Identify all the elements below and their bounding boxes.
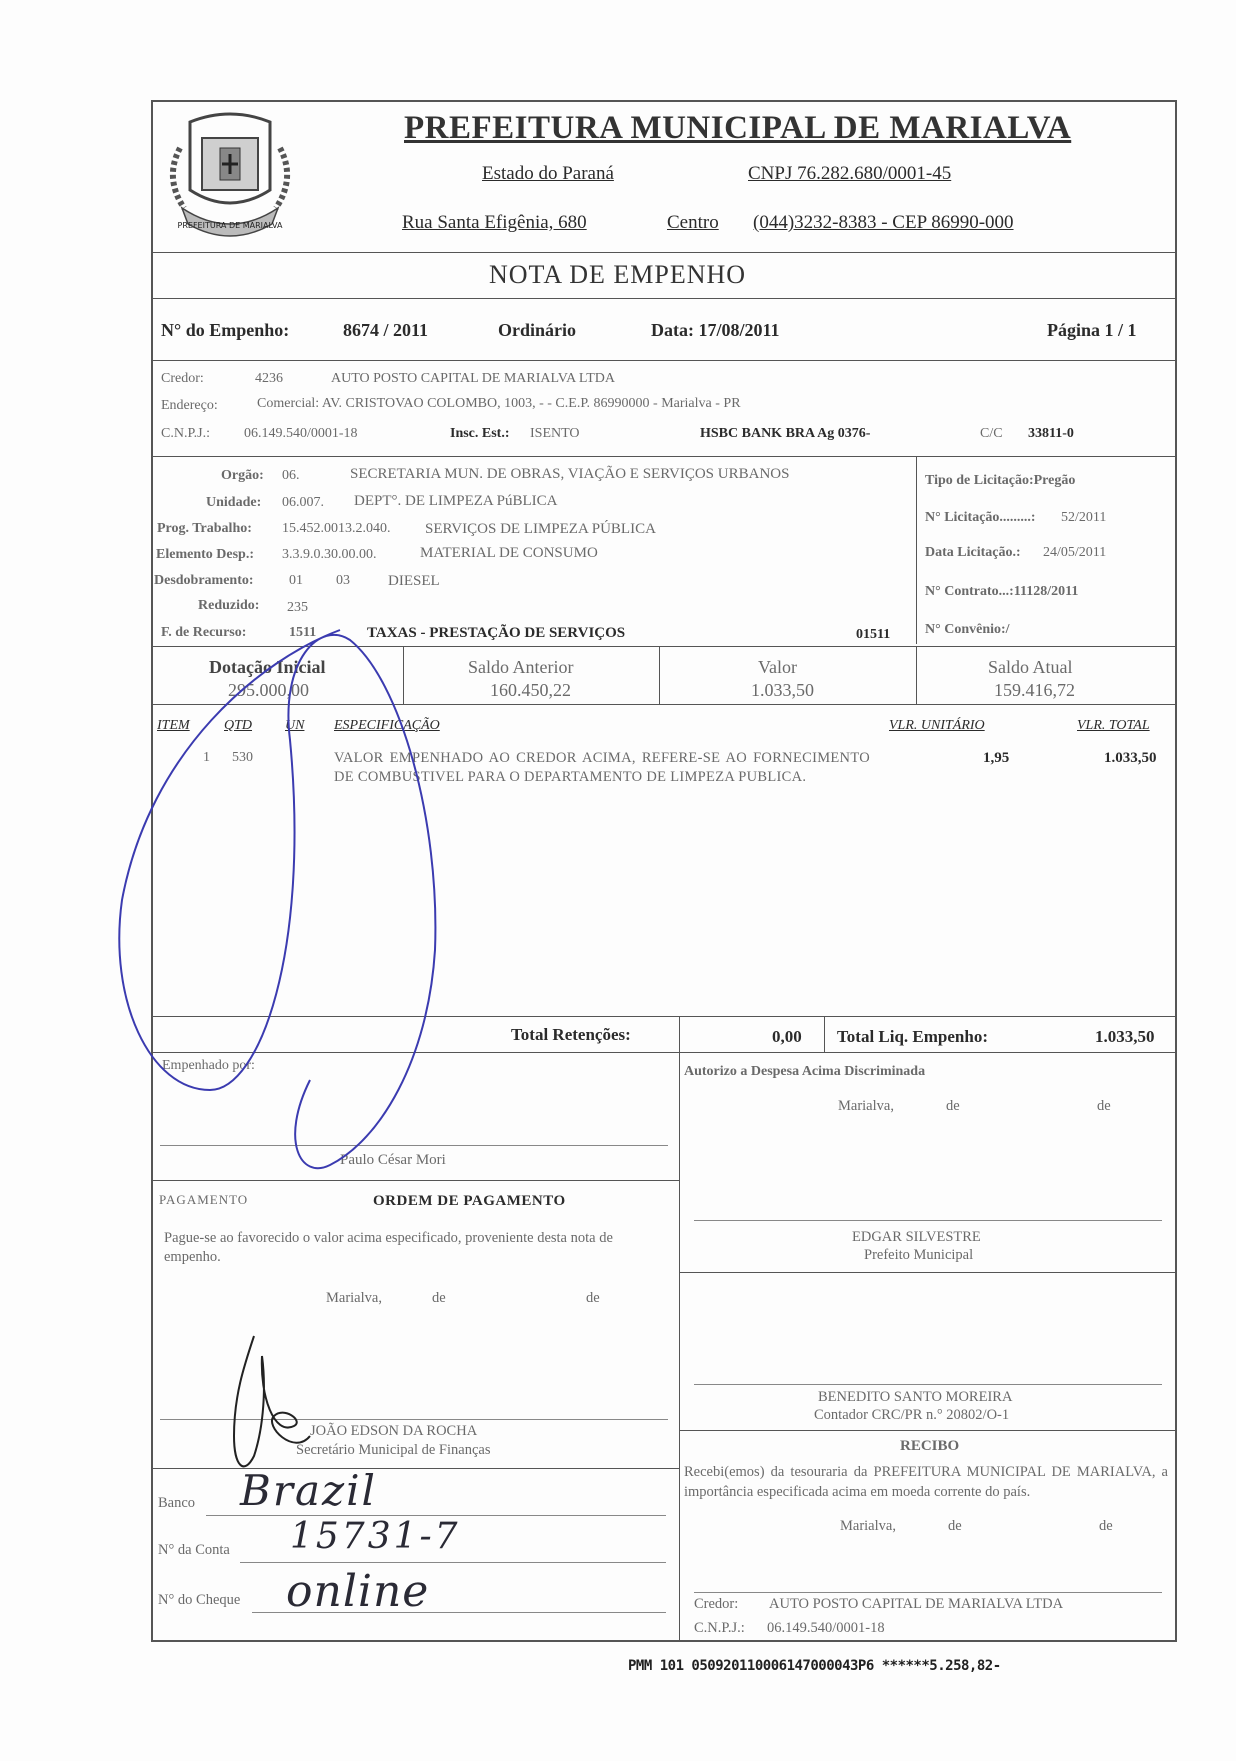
empenho-number: 8674 / 2011 [343, 320, 429, 340]
liquido-label: Total Liq. Empenho: [837, 1027, 988, 1046]
reduzido-value: 235 [287, 600, 308, 615]
licitacao-date-label: Data Licitação.: [925, 545, 1021, 560]
cnpj-header: CNPJ 76.282.680/0001-45 [748, 163, 952, 184]
recibo-cnpj: 06.149.540/0001-18 [767, 1620, 885, 1636]
secretario-title: Secretário Municipal de Finanças [296, 1442, 491, 1458]
unidade-desc: DEPT°. DE LIMPEZA PúBLICA [354, 493, 558, 509]
municipal-crest-icon [160, 108, 300, 250]
reduzido-label: Reduzido: [198, 598, 260, 613]
licitacao-date: 24/05/2011 [1043, 545, 1107, 560]
saldo-atual-label: Saldo Atual [988, 657, 1073, 677]
conta-line [240, 1562, 666, 1563]
col-header-un: UN [285, 718, 305, 733]
secretario-signature [214, 1326, 314, 1486]
pague-text: Pague-se ao favorecido o valor acima especificado, proveniente desta nota de empenho. [164, 1230, 613, 1265]
divider [151, 456, 1177, 457]
autorizo-de-2: de [1097, 1098, 1111, 1114]
orgao-label: Orgão: [221, 468, 264, 483]
prefeito-title: Prefeito Municipal [864, 1247, 974, 1263]
street-address: Rua Santa Efigênia, 680 [402, 212, 587, 233]
liquido-value: 1.033,50 [1095, 1027, 1155, 1046]
divider [679, 1016, 680, 1052]
unidade-value: 06.007. [282, 495, 324, 510]
insc-value: ISENTO [530, 426, 580, 441]
insc-label: Insc. Est.: [450, 426, 510, 441]
address-label: Endereço: [161, 398, 218, 413]
banco-label: Banco [158, 1495, 196, 1511]
divider [916, 646, 917, 704]
dotacao-value: 295.000,00 [228, 680, 309, 700]
orgao-value: 06. [282, 468, 300, 483]
divider [151, 298, 1177, 299]
recibo-credor-label: Credor: [694, 1596, 739, 1612]
banco-handwritten: Brazil [240, 1466, 377, 1515]
valor-label: Valor [758, 657, 797, 677]
prog-desc: SERVIÇOS DE LIMPEZA PÚBLICA [425, 521, 656, 537]
valor-value: 1.033,50 [751, 680, 814, 700]
recurso-value: 1511 [289, 625, 317, 640]
signature-line [694, 1220, 1162, 1221]
empenho-type: Ordinário [498, 320, 577, 340]
divider [151, 252, 1177, 253]
convenio-number: N° Convênio:/ [925, 622, 1010, 637]
desdobramento-b: 03 [336, 573, 350, 588]
crest-ribbon-text: PREFEITURA DE MARIALVA [177, 221, 283, 230]
item-qtd: 530 [232, 750, 253, 765]
state-name: Estado do Paraná [482, 163, 614, 184]
autorizo-city: Marialva, [838, 1098, 894, 1114]
divider [151, 360, 1177, 361]
pagamento-de-1: de [432, 1290, 446, 1306]
credor-cnpj: 06.149.540/0001-18 [244, 426, 358, 441]
orgao-desc: SECRETARIA MUN. DE OBRAS, VIAÇÃO E SERVIÇOS URBANOS [350, 466, 790, 482]
credor-label: Credor: [161, 371, 204, 386]
district: Centro [667, 212, 719, 233]
recibo-cnpj-label: C.N.P.J.: [694, 1620, 745, 1636]
recibo-credor-name: AUTO POSTO CAPITAL DE MARIALVA LTDA [769, 1596, 1064, 1612]
col-header-total-value: VLR. TOTAL [1077, 718, 1150, 733]
empenhado-label: Empenhado por: [162, 1058, 255, 1073]
empenho-label: N° do Empenho: [161, 320, 290, 340]
col-header-qtd: QTD [224, 718, 253, 733]
cheque-handwritten: online [286, 1566, 430, 1617]
page-number: Página 1 / 1 [1047, 320, 1137, 340]
saldo-anterior-label: Saldo Anterior [468, 657, 574, 677]
desdobramento-desc: DIESEL [388, 573, 440, 589]
divider [679, 1430, 1177, 1431]
divider [916, 456, 917, 644]
divider [824, 1016, 825, 1052]
recurso-desc: TAXAS - PRESTAÇÃO DE SERVIÇOS [367, 625, 626, 641]
contrato-number: N° Contrato...:11128/2011 [925, 584, 1079, 599]
item-specification: VALOR EMPENHADO AO CREDOR ACIMA, REFERE-SE AO FORNECIMENTO DE COMBUSTIVEL PARA O DEPARTAMENTO DE LIMPEZA PUBLICA. [334, 750, 870, 785]
elemento-value: 3.3.9.0.30.00.00. [282, 547, 377, 562]
credor-name: AUTO POSTO CAPITAL DE MARIALVA LTDA [331, 371, 615, 386]
pagamento-label: PAGAMENTO [159, 1192, 249, 1207]
divider [679, 1052, 680, 1642]
cc-value: 33811-0 [1028, 426, 1074, 441]
credor-address: Comercial: AV. CRISTOVAO COLOMBO, 1003, - - C.E.P. 86990000 - Marialva - PR [257, 396, 741, 411]
saldo-atual-value: 159.416,72 [994, 680, 1075, 700]
cheque-label: N° do Cheque [158, 1592, 241, 1608]
licitacao-number-label: N° Licitação.........: [925, 510, 1036, 525]
footer-code: PMM 101 050920110006147000043P6 ******5.258,82- [628, 1658, 1001, 1674]
recibo-text: Recebi(emos) da tesouraria da PREFEITURA MUNICIPAL DE MARIALVA, a importância especificada acima em moeda corrente do país. [684, 1464, 1168, 1500]
pagamento-de-2: de [586, 1290, 600, 1306]
col-header-unit-value: VLR. UNITÁRIO [889, 718, 985, 733]
empenhado-name: Paulo César Mori [340, 1152, 446, 1168]
divider [659, 646, 660, 704]
signature-line [694, 1384, 1162, 1385]
recibo-de-2: de [1099, 1518, 1113, 1534]
signature-line [694, 1592, 1162, 1593]
retencoes-label: Total Retenções: [511, 1025, 631, 1044]
ordem-pagamento-title: ORDEM DE PAGAMENTO [373, 1193, 566, 1209]
dotacao-label: Dotação Inicial [209, 657, 326, 677]
recibo-de-1: de [948, 1518, 962, 1534]
saldo-anterior-value: 160.450,22 [490, 680, 571, 700]
recurso-label: F. de Recurso: [161, 625, 247, 640]
handwritten-signature-rubric [110, 620, 490, 1220]
prefeito-name: EDGAR SILVESTRE [852, 1229, 981, 1245]
contador-title: Contador CRC/PR n.° 20802/O-1 [814, 1407, 1010, 1423]
secretario-name: JOÃO EDSON DA ROCHA [310, 1423, 478, 1439]
desdobramento-a: 01 [289, 573, 303, 588]
unidade-label: Unidade: [206, 495, 262, 510]
autorizo-de-1: de [946, 1098, 960, 1114]
item-total-value: 1.033,50 [1104, 750, 1157, 766]
col-header-item: ITEM [157, 718, 190, 733]
item-unit-value: 1,95 [983, 750, 1010, 766]
credor-cnpj-label: C.N.P.J.: [161, 426, 211, 441]
col-header-spec: ESPECIFICAÇÃO [334, 718, 440, 733]
tipo-licitacao: Tipo de Licitação:Pregão [925, 473, 1076, 488]
phone-cep: (044)3232-8383 - CEP 86990-000 [753, 212, 1014, 233]
recibo-title: RECIBO [900, 1438, 960, 1454]
item-number: 1 [203, 750, 210, 765]
elemento-label: Elemento Desp.: [156, 547, 254, 562]
desdobramento-label: Desdobramento: [154, 573, 254, 588]
recibo-city: Marialva, [840, 1518, 896, 1534]
prog-value: 15.452.0013.2.040. [282, 521, 391, 536]
retencoes-value: 0,00 [772, 1027, 802, 1046]
prog-label: Prog. Trabalho: [157, 521, 252, 536]
cc-label: C/C [980, 426, 1003, 441]
document-title: NOTA DE EMPENHO [489, 260, 747, 289]
divider [679, 1272, 1177, 1273]
licitacao-number: 52/2011 [1061, 510, 1107, 525]
conta-label: N° da Conta [158, 1542, 230, 1558]
pagamento-city: Marialva, [326, 1290, 382, 1306]
credor-code: 4236 [255, 371, 283, 386]
page-title: PREFEITURA MUNICIPAL DE MARIALVA [404, 110, 1072, 146]
recurso-code: 01511 [856, 627, 891, 642]
elemento-desc: MATERIAL DE CONSUMO [420, 545, 598, 561]
empenho-date: Data: 17/08/2011 [651, 320, 780, 340]
autorizo-text: Autorizo a Despesa Acima Discriminada [684, 1064, 926, 1079]
bank-info: HSBC BANK BRA Ag 0376- [700, 426, 871, 441]
contador-name: BENEDITO SANTO MOREIRA [818, 1389, 1013, 1405]
conta-handwritten: 15731-7 [290, 1516, 461, 1557]
